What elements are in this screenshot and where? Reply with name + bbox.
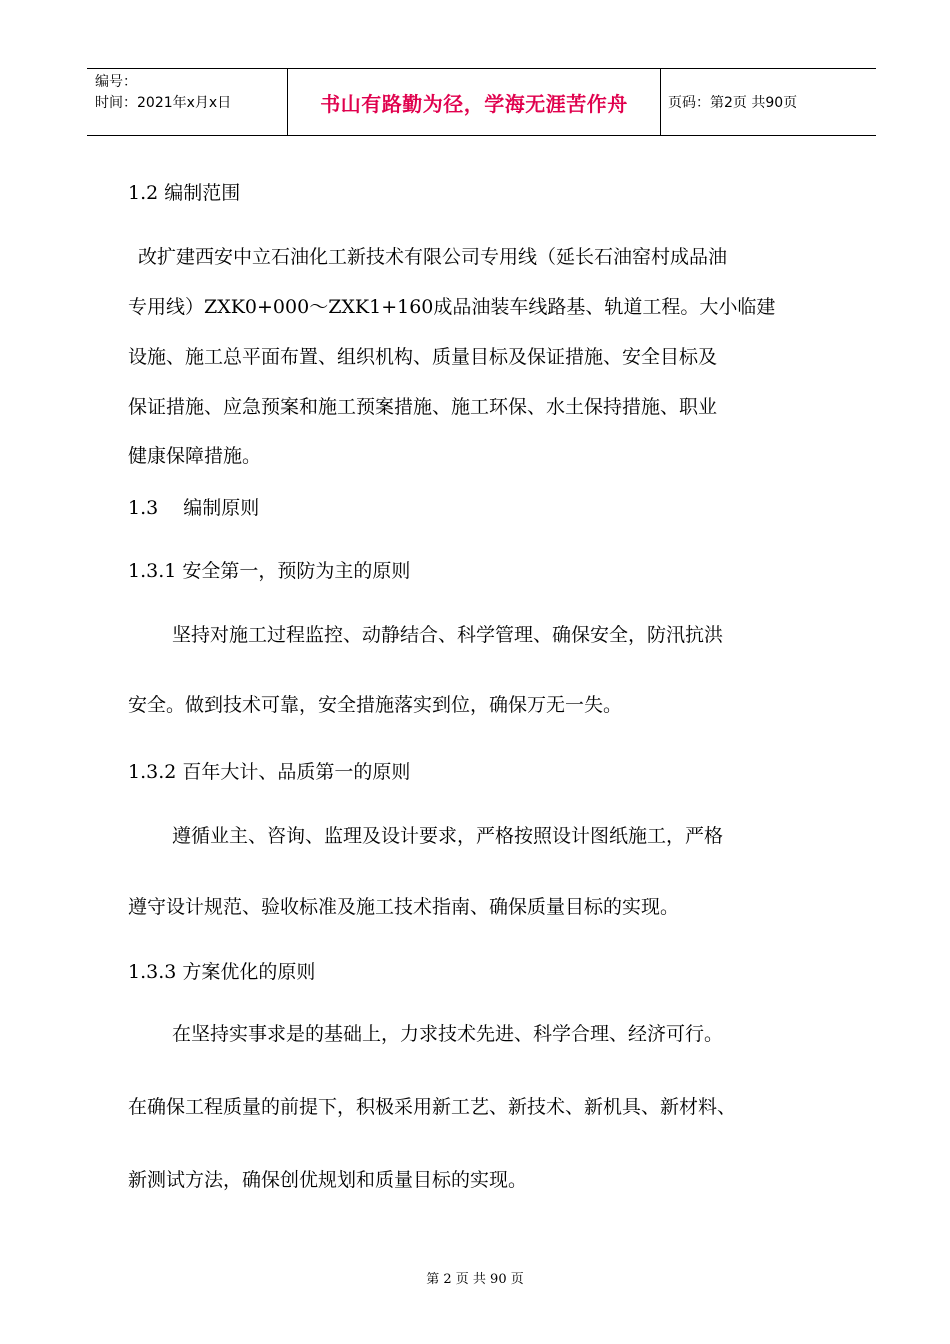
paragraph-line: 健康保障措施。 (128, 445, 262, 467)
page-label: 页码：第2页 共90页 (668, 95, 798, 111)
doc-number-label: 编号： (95, 74, 137, 90)
heading-1-3-2: 1.3.2 百年大计、品质第一的原则 (128, 761, 411, 783)
paragraph-line: 设施、施工总平面布置、组织机构、质量目标及保证措施、安全目标及 (128, 346, 718, 368)
paragraph-line: 遵循业主、咨询、监理及设计要求，严格按照设计图纸施工，严格 (172, 825, 724, 847)
paragraph-line: 专用线）ZXK0+000～ZXK1+160成品油装车线路基、轨道工程。大小临建 (128, 296, 776, 318)
heading-1-3: 1.3 编制原则 (128, 497, 260, 519)
paragraph-line: 保证措施、应急预案和施工预案措施、施工环保、水土保持措施、职业 (128, 396, 718, 418)
date-label: 时间：2021年x月x日 (95, 95, 232, 111)
header-motto-cell (287, 69, 661, 135)
paragraph-line: 新测试方法，确保创优规划和质量目标的实现。 (128, 1169, 528, 1191)
heading-1-2: 1.2 编制范围 (128, 182, 241, 204)
heading-1-3-3: 1.3.3 方案优化的原则 (128, 961, 316, 983)
header-meta (87, 69, 287, 135)
paragraph-line: 坚持对施工过程监控、动静结合、科学管理、确保安全，防汛抗洪 (172, 624, 724, 646)
paragraph-line: 改扩建西安中立石油化工新技术有限公司专用线（延长石油窑村成品油 (138, 246, 728, 268)
paragraph-line: 在确保工程质量的前提下，积极采用新工艺、新技术、新机具、新材料、 (128, 1096, 737, 1118)
paragraph-line: 安全。做到技术可靠，安全措施落实到位，确保万无一失。 (128, 694, 623, 716)
paragraph-line: 遵守设计规范、验收标准及施工技术指南、确保质量目标的实现。 (128, 896, 680, 918)
paragraph-line: 在坚持实事求是的基础上，力求技术先进、科学合理、经济可行。 (172, 1023, 724, 1045)
motto-text: 书山有路勤为径，学海无涯苦作舟 (320, 91, 628, 116)
heading-1-3-1: 1.3.1 安全第一，预防为主的原则 (128, 560, 411, 582)
page-footer: 第 2 页 共 90 页 (426, 1272, 524, 1287)
document-header (87, 68, 876, 136)
header-page-cell (661, 69, 876, 135)
